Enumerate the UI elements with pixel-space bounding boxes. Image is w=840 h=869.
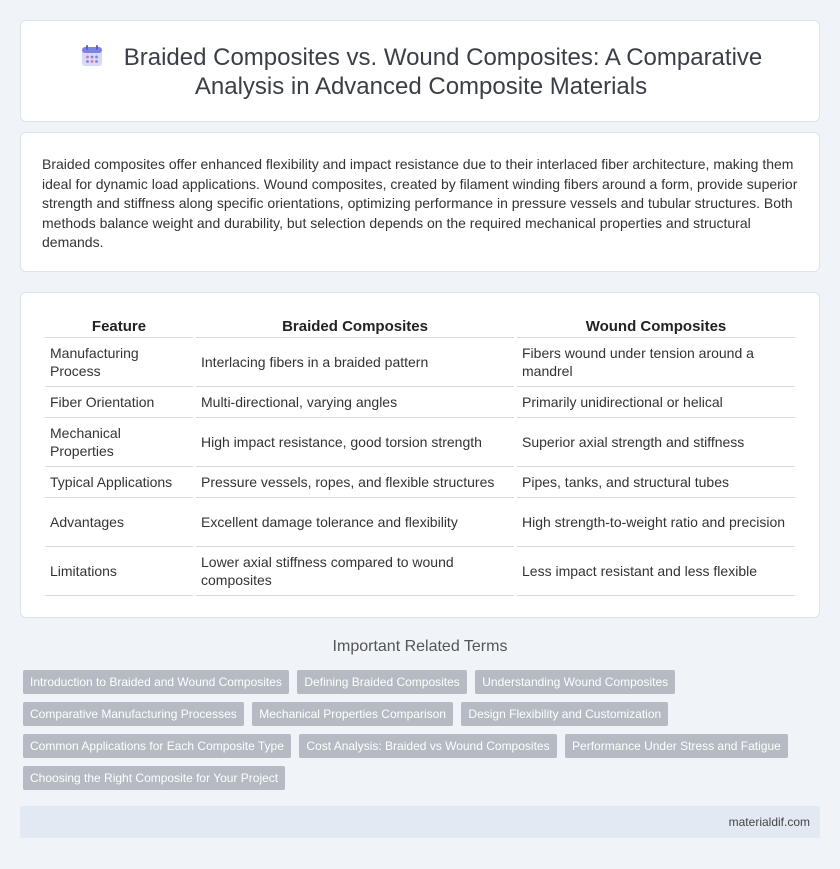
footer (20, 806, 820, 838)
table-cell: Advantages (45, 498, 193, 547)
related-term-tag[interactable]: Performance Under Stress and Fatigue (565, 734, 788, 758)
header-braided: Braided Composites (196, 315, 514, 338)
table-row (45, 418, 795, 467)
related-term-tag[interactable]: Comparative Manufacturing Processes (23, 702, 244, 726)
related-term-tag[interactable]: Defining Braided Composites (297, 670, 466, 694)
related-term-tag[interactable]: Introduction to Braided and Wound Composites (23, 670, 289, 694)
title-line-2: Analysis in Advanced Composite Materials (194, 73, 648, 100)
table-cell: Less impact resistant and less flexible (517, 547, 795, 596)
table-cell: Manufacturing Process (45, 338, 193, 387)
table-cell: Pipes, tanks, and structural tubes (517, 467, 795, 498)
table-cell: Superior axial strength and stiffness (517, 418, 795, 467)
table-cell: Fiber Orientation (45, 387, 193, 418)
table-cell: Pressure vessels, ropes, and flexible structures (196, 467, 514, 498)
table-cell: Mechanical Properties (45, 418, 193, 467)
table-header-row (45, 315, 795, 338)
comparison-table-card (20, 292, 820, 618)
related-term-tag[interactable]: Choosing the Right Composite for Your Project (23, 766, 285, 790)
table-cell: Interlacing fibers in a braided pattern (196, 338, 514, 387)
footer-site-link[interactable]: materialdif.com (728, 815, 810, 829)
title-line-1: Braided Composites vs. Wound Composites: A Comparative (123, 44, 763, 71)
related-term-tag[interactable]: Design Flexibility and Customization (461, 702, 668, 726)
table-cell: Fibers wound under tension around a mandrel (517, 338, 795, 387)
header-wound: Wound Composites (517, 315, 795, 338)
intro-card (20, 132, 820, 272)
table-cell: High impact resistance, good torsion strength (196, 418, 514, 467)
related-term-tag[interactable]: Understanding Wound Composites (475, 670, 675, 694)
related-terms-heading: Important Related Terms (332, 638, 508, 655)
related-term-tag[interactable]: Cost Analysis: Braided vs Wound Composites (299, 734, 556, 758)
table-cell: Multi-directional, varying angles (196, 387, 514, 418)
table-row (45, 387, 795, 418)
calendar-icon (80, 44, 104, 68)
table-cell: Typical Applications (45, 467, 193, 498)
table-row (45, 467, 795, 498)
title-card (20, 20, 820, 122)
page-title (21, 43, 821, 101)
table-cell: Primarily unidirectional or helical (517, 387, 795, 418)
table-cell: Excellent damage tolerance and flexibility (196, 498, 514, 547)
table-cell: Lower axial stiffness compared to wound composites (196, 547, 514, 596)
intro-paragraph: Braided composites offer enhanced flexibility and impact resistance due to their interlaced fiber architecture, making them ideal for dynamic load applications. Wound composites, created by filament winding fibers around a form, provide superior strength and stiffness along specific orientations, optimizing performance in pressure vessels and tubular structures. Both methods balance weight and durability, but selection depends on the required mechanical properties and structural demands. (42, 156, 798, 251)
table-row (45, 547, 795, 596)
table-cell: Limitations (45, 547, 193, 596)
comparison-table (42, 315, 798, 596)
related-terms-list (23, 670, 813, 798)
related-term-tag[interactable]: Mechanical Properties Comparison (252, 702, 453, 726)
table-row (45, 498, 795, 547)
table-cell: High strength-to-weight ratio and precision (517, 498, 795, 547)
related-term-tag[interactable]: Common Applications for Each Composite Type (23, 734, 291, 758)
table-row (45, 338, 795, 387)
header-feature: Feature (45, 315, 193, 338)
